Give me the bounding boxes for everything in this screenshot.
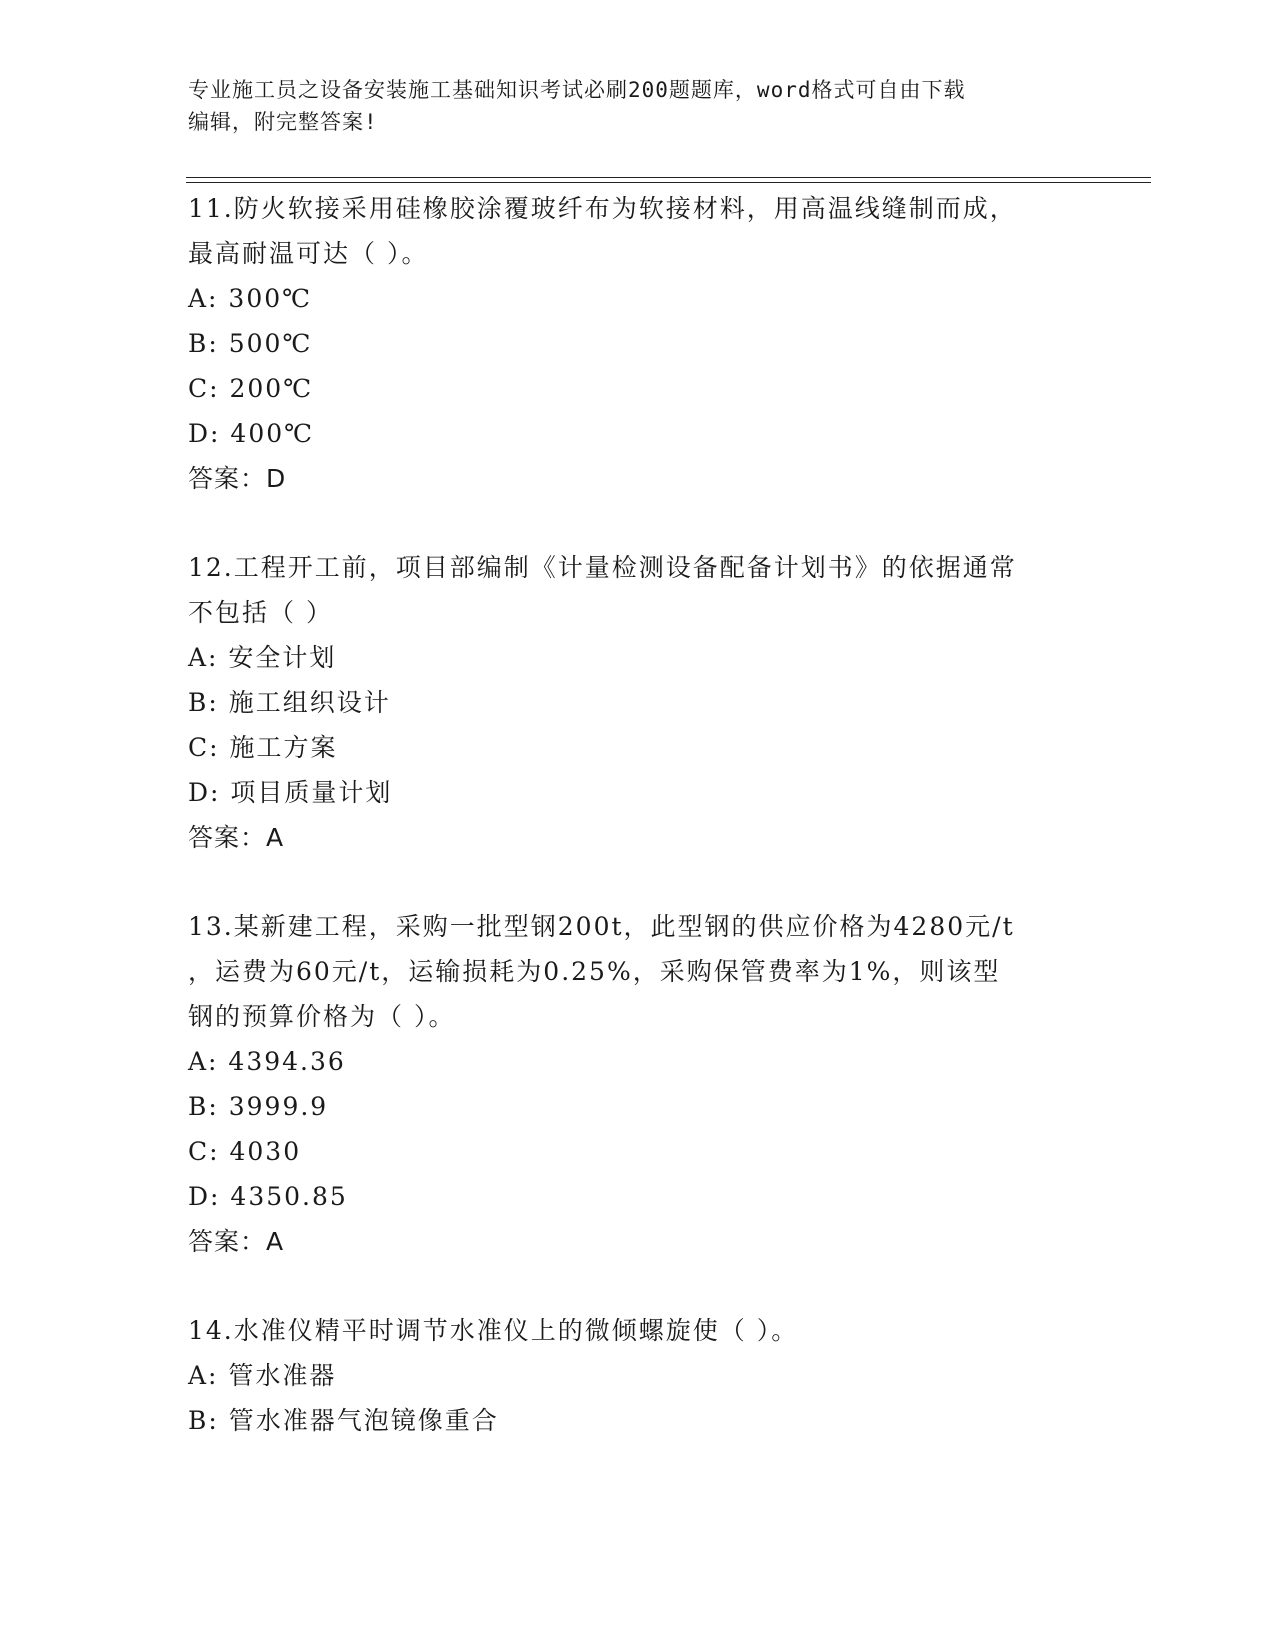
- answer: 答案：D: [188, 464, 287, 493]
- option-a: A: 管水准器: [188, 1361, 337, 1390]
- option-b: B: 施工组织设计: [188, 688, 391, 717]
- option-a: A: 安全计划: [188, 643, 337, 672]
- document-header: [188, 74, 1068, 138]
- question-13: [188, 904, 1078, 1264]
- option-b: B: 管水准器气泡镜像重合: [188, 1406, 499, 1435]
- question-14: [188, 1308, 1078, 1443]
- header-line-1: 专业施工员之设备安装施工基础知识考试必刷200题题库，word格式可自由下载: [188, 78, 966, 102]
- option-d: D: 400℃: [188, 419, 315, 448]
- option-a: A: 300℃: [188, 284, 313, 313]
- option-c: C: 4030: [188, 1137, 302, 1166]
- option-b: B: 500℃: [188, 329, 313, 358]
- header-line-2: 编辑，附完整答案!: [188, 110, 378, 134]
- question-stem-line: 13.某新建工程，采购一批型钢200t，此型钢的供应价格为4280元/t: [188, 912, 1015, 941]
- option-c: C: 200℃: [188, 374, 314, 403]
- question-stem-line: 12.工程开工前，项目部编制《计量检测设备配备计划书》的依据通常: [188, 553, 1017, 582]
- question-stem-line: 不包括（ ）: [188, 598, 333, 627]
- question-stem-line: 最高耐温可达（ ）。: [188, 239, 429, 268]
- question-12: [188, 545, 1078, 860]
- header-rule-top: [186, 177, 1151, 178]
- question-11: [188, 186, 1078, 501]
- option-d: D: 4350.85: [188, 1182, 348, 1211]
- header-rule-bottom: [186, 182, 1151, 183]
- question-stem-line: 钢的预算价格为（ ）。: [188, 1002, 456, 1031]
- option-c: C: 施工方案: [188, 733, 338, 762]
- option-a: A: 4394.36: [188, 1047, 346, 1076]
- answer: 答案：A: [188, 823, 285, 852]
- answer: 答案：A: [188, 1227, 285, 1256]
- option-d: D: 项目质量计划: [188, 778, 393, 807]
- option-b: B: 3999.9: [188, 1092, 329, 1121]
- question-stem-line: 11.防火软接采用硅橡胶涂覆玻纤布为软接材料，用高温线缝制而成，: [188, 194, 1017, 223]
- question-stem-line: 14.水准仪精平时调节水准仪上的微倾螺旋使（ ）。: [188, 1316, 799, 1345]
- question-stem-line: ，运费为60元/t，运输损耗为0.25%，采购保管费率为1%，则该型: [188, 957, 1001, 986]
